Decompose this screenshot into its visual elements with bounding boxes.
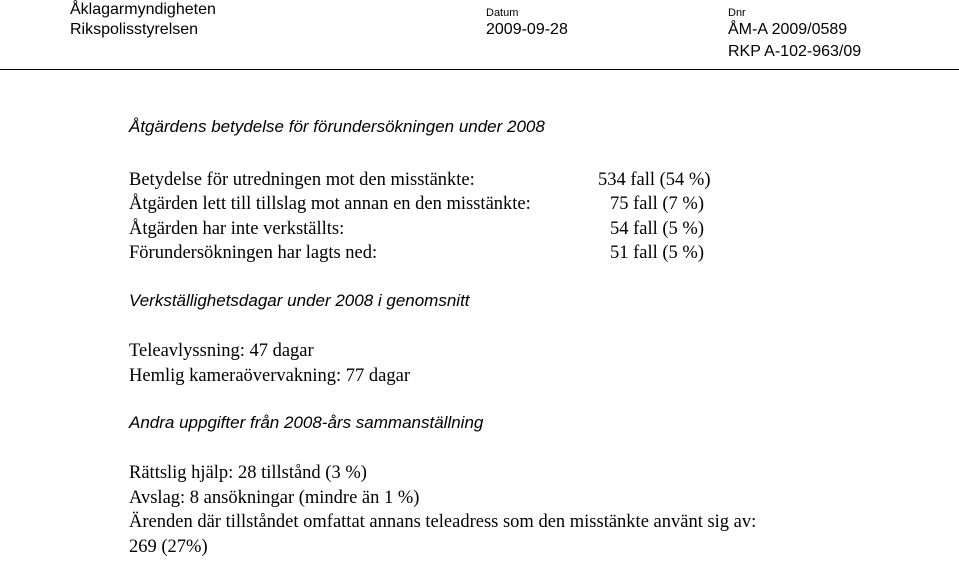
authority-name-secondary: Rikspolisstyrelsen [70, 21, 199, 38]
enforcement-line: Teleavlyssning: 47 dagar [129, 341, 314, 361]
dnr-value-2: RKP A-102-963/09 [728, 43, 862, 60]
authority-name: Åklagarmyndigheten [70, 1, 216, 18]
effect-row-label: Betydelse för utredningen mot den misstänkte: [129, 170, 475, 190]
date-label: Datum [486, 7, 519, 19]
other-data-line: 269 (27%) [129, 537, 208, 557]
effect-row-label: Förundersökningen har lagts ned: [129, 243, 378, 263]
other-data-line: Avslag: 8 ansökningar (mindre än 1 %) [129, 488, 420, 508]
section-heading-enforcement-days: Verkställighetsdagar under 2008 i genomsnitt [129, 291, 470, 310]
section-heading-other-data: Andra uppgifter från 2008-års sammanställning [129, 413, 484, 432]
date-value: 2009-09-28 [486, 21, 568, 38]
dnr-label: Dnr [728, 7, 746, 19]
effect-row-value: 534 fall (54 %) [598, 170, 711, 190]
effect-row-label: Åtgärden lett till tillslag mot annan en den misstänkte: [129, 194, 531, 214]
enforcement-line: Hemlig kameraövervakning: 77 dagar [129, 366, 410, 386]
other-data-line: Ärenden där tillståndet omfattat annans teleadress som den misstänkte använt sig av: [129, 512, 757, 532]
effect-row-value: 51 fall (5 %) [610, 243, 705, 263]
section-heading-effect: Åtgärdens betydelse för förundersökningen under 2008 [129, 117, 545, 136]
effect-row-value: 75 fall (7 %) [610, 194, 705, 214]
header-divider [0, 69, 959, 70]
other-data-line: Rättslig hjälp: 28 tillstånd (3 %) [129, 463, 367, 483]
effect-row-label: Åtgärden har inte verkställts: [129, 219, 345, 239]
effect-row-value: 54 fall (5 %) [610, 219, 705, 239]
dnr-value-1: ÅM-A 2009/0589 [728, 21, 848, 38]
